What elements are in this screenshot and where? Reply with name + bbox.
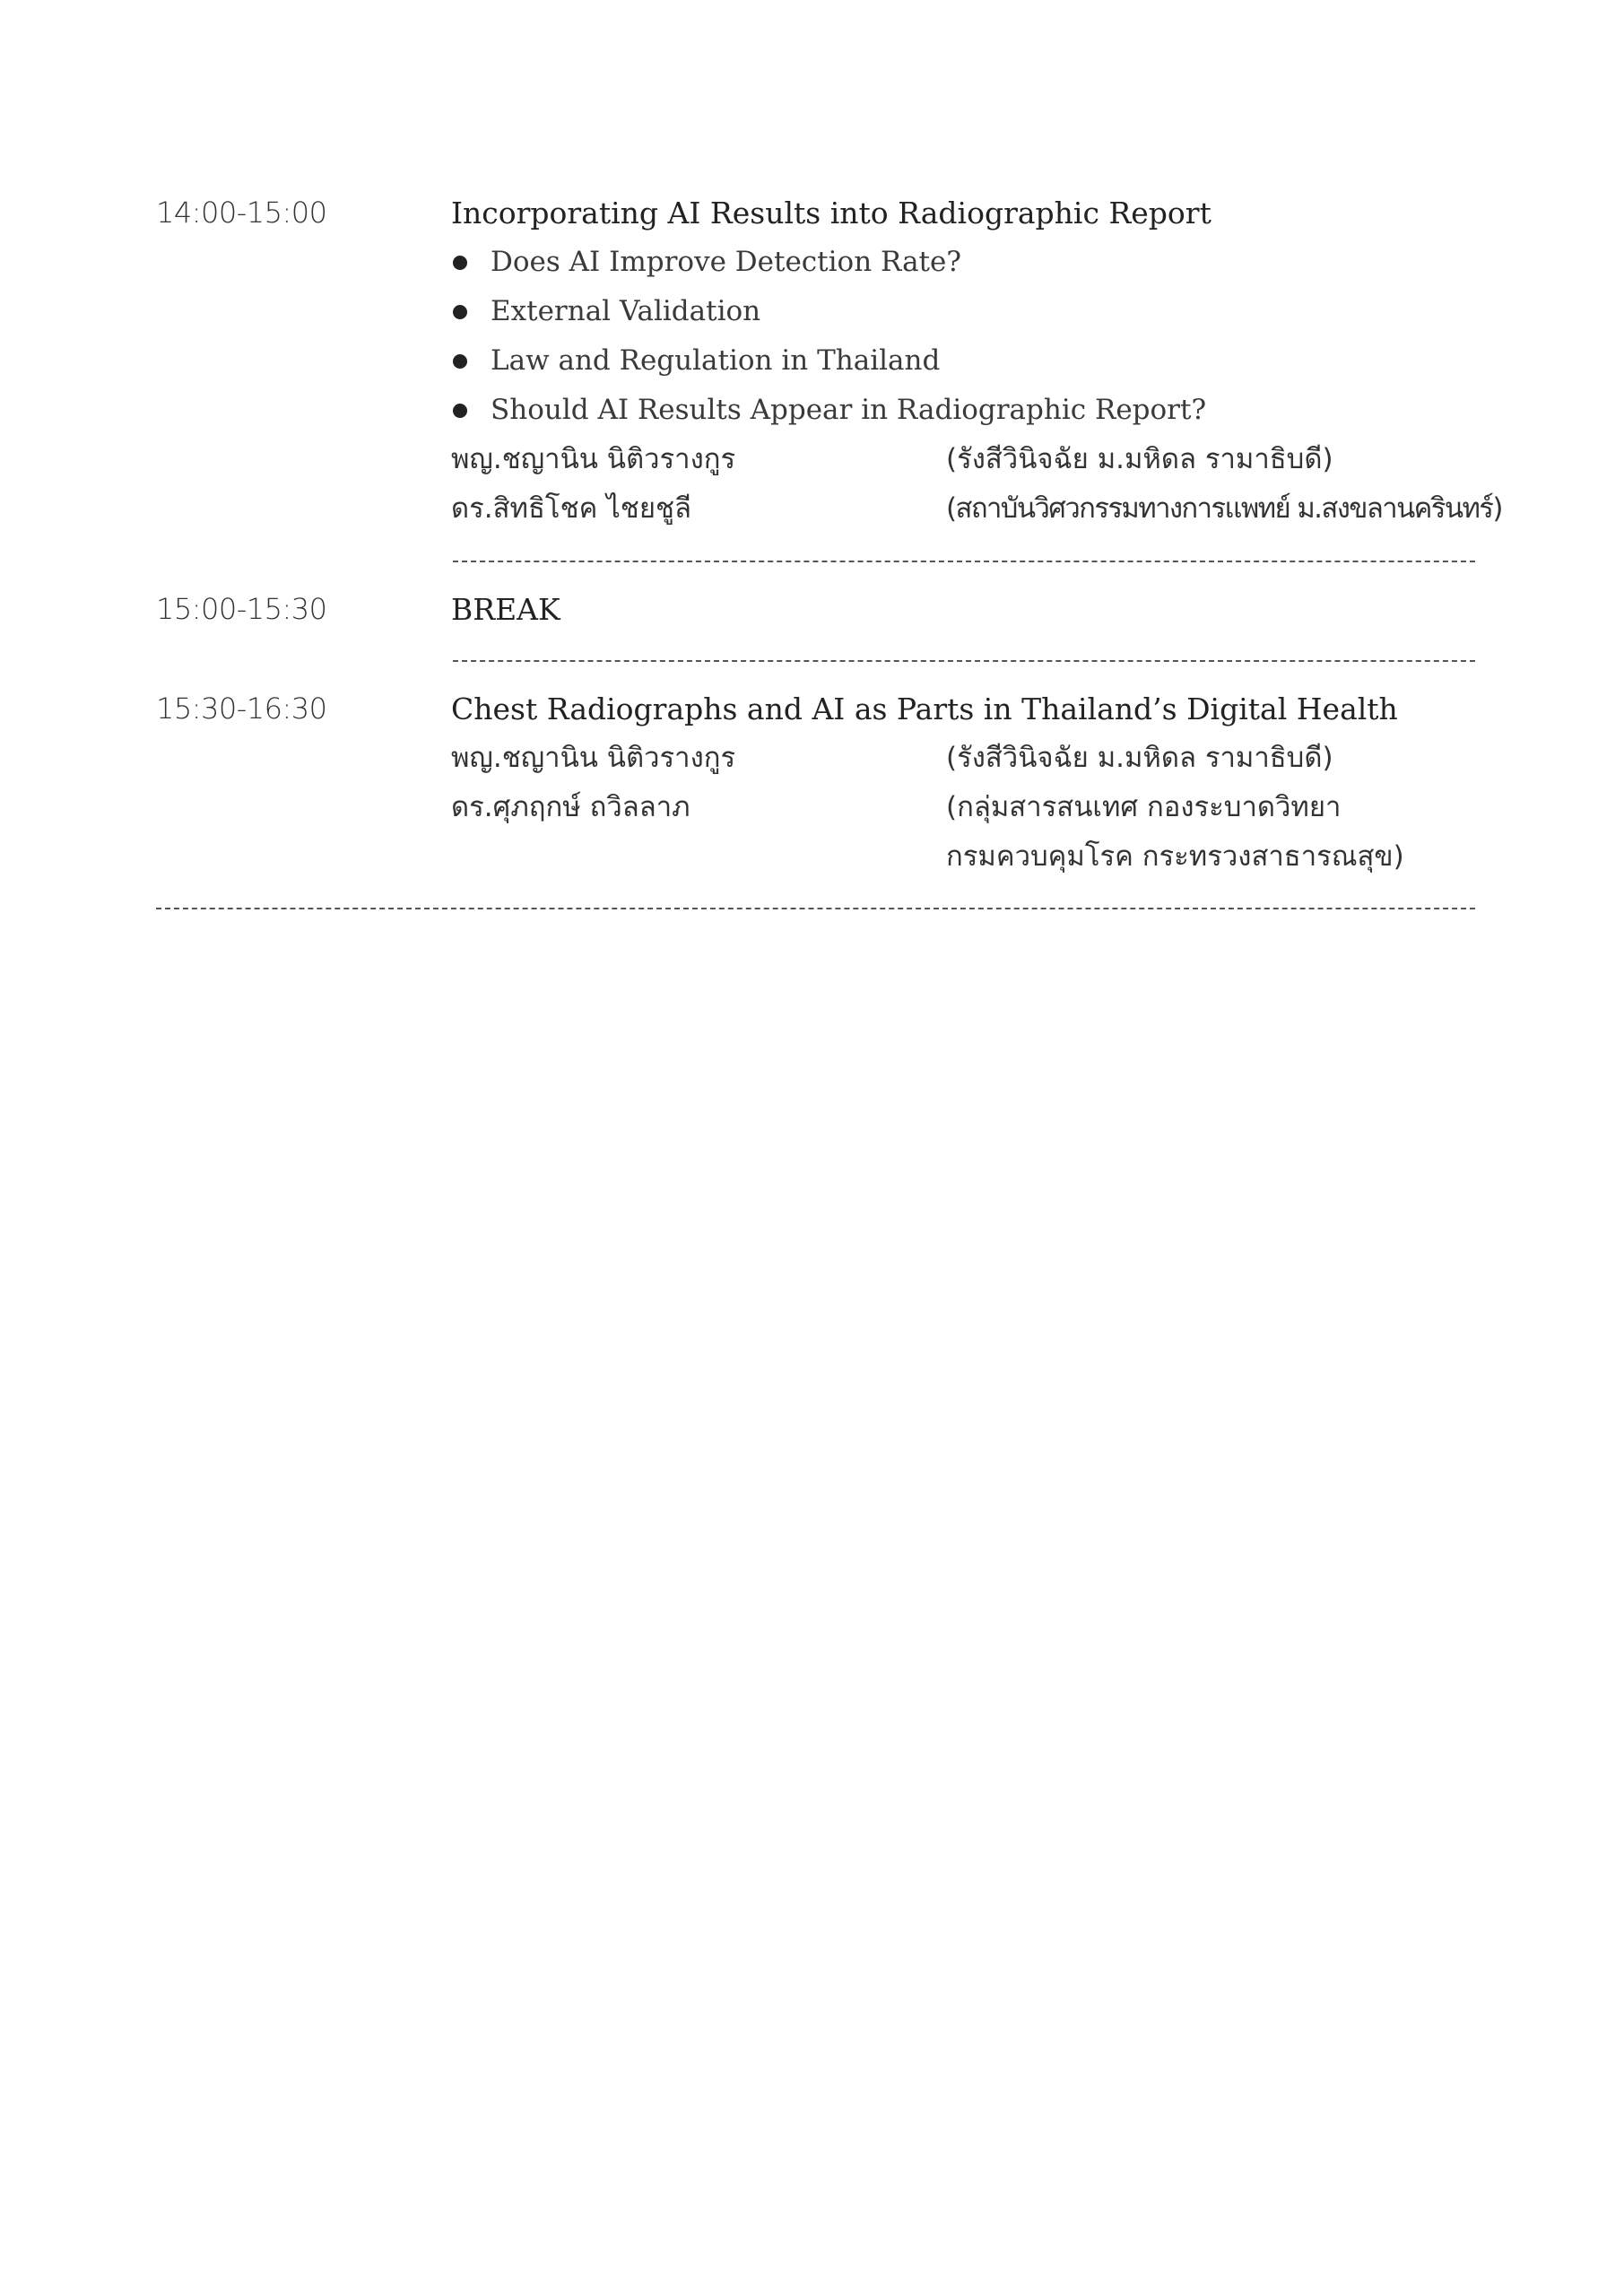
list-item <box>451 386 1473 435</box>
bullet-text: External Validation <box>491 295 761 327</box>
bullet-text: Law and Regulation in Thailand <box>491 344 941 377</box>
speaker-row <box>451 435 1473 484</box>
session-time: 14:00-15:00 <box>156 196 327 230</box>
speaker-row <box>451 783 1473 832</box>
speaker-row <box>451 734 1473 783</box>
session-title: Incorporating AI Results into Radiographic Report <box>451 196 1211 230</box>
list-item <box>451 238 1473 287</box>
speaker-name: ดร.สิทธิโชค ไชยชูลี <box>451 492 692 525</box>
speaker-name: พญ.ชญานิน นิติวรางกูร <box>451 443 736 475</box>
session-content <box>451 684 1473 882</box>
speaker-name: พญ.ชญานิน นิติวรางกูร <box>451 742 736 774</box>
session-content <box>451 188 1502 534</box>
speaker-affiliation-continued: กรมควบคุมโรค กระทรวงสาธารณสุข) <box>946 840 1404 873</box>
section-divider <box>453 561 1475 562</box>
page-divider <box>156 908 1475 909</box>
session-time: 15:00-15:30 <box>156 592 327 626</box>
list-item <box>451 336 1473 386</box>
list-item <box>451 287 1473 336</box>
speaker-affiliation: (สถาบันวิศวกรรมทางการแพทย์ ม.สงขลานครินทร์) <box>946 492 1502 525</box>
speaker-name: ดร.ศุภฤกษ์ ถวิลลาภ <box>451 791 690 823</box>
session-time: 15:30-16:30 <box>156 691 327 726</box>
speaker-affiliation: (รังสีวินิจฉัย ม.มหิดล รามาธิบดี) <box>946 742 1333 774</box>
bullet-icon <box>453 404 467 418</box>
bullet-icon <box>453 256 467 270</box>
bullet-text: Does AI Improve Detection Rate? <box>491 246 961 278</box>
speaker-affiliation: (กลุ่มสารสนเทศ กองระบาดวิทยา <box>946 791 1342 823</box>
speaker-row <box>451 484 1502 534</box>
speaker-affiliation: (รังสีวินิจฉัย ม.มหิดล รามาธิบดี) <box>946 443 1333 475</box>
session-title: Chest Radiographs and AI as Parts in Thailand’s Digital Health <box>451 691 1398 726</box>
bullet-text: Should AI Results Appear in Radiographic Report? <box>491 394 1207 426</box>
bullet-icon <box>453 354 467 369</box>
session-content <box>451 585 1473 634</box>
session-title: BREAK <box>451 592 560 627</box>
speaker-row <box>451 832 1473 882</box>
section-divider <box>453 660 1475 662</box>
bullet-icon <box>453 305 467 319</box>
